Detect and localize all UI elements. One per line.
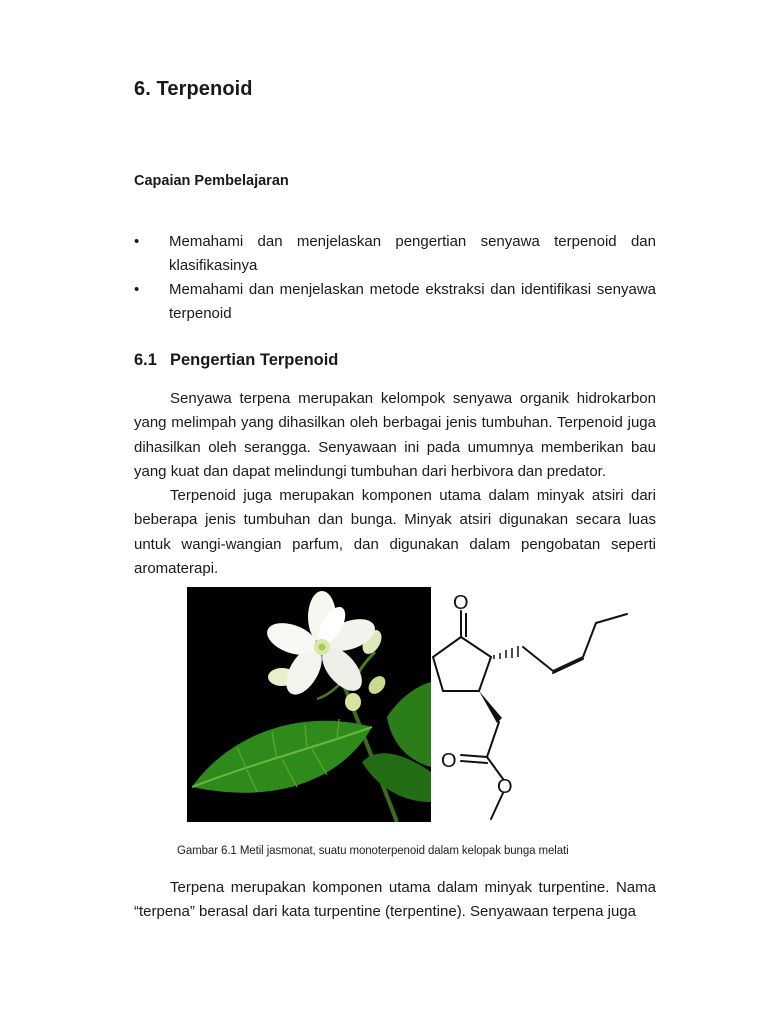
section-title: Pengertian Terpenoid <box>170 351 339 369</box>
ester-oxygen-label: O <box>497 776 513 798</box>
list-item <box>134 278 656 326</box>
ester-carbonyl-oxygen-label: O <box>441 750 457 772</box>
section-number: 6.1 <box>134 351 157 369</box>
chapter-title: 6. Terpenoid <box>134 78 253 100</box>
jasmine-flower-illustration <box>187 587 431 822</box>
learning-objectives-heading: Capaian Pembelajaran <box>134 173 289 189</box>
bullet-marker: • <box>134 233 140 250</box>
body-paragraph: Terpenoid juga merupakan komponen utama dalam minyak atsiri dari beberapa jenis tumbuhan dan bunga. Minyak atsiri digunakan secara luas untuk wangi-wangian parfum, dan digunakan dalam pengobatan seperti aromaterapi. <box>134 487 656 577</box>
ketone-oxygen-label: O <box>453 592 469 614</box>
chemical-structure-diagram <box>431 587 631 822</box>
section-heading <box>134 351 338 370</box>
body-paragraph: Senyawa terpena merupakan kelompok senyawa organik hidrokarbon yang melimpah yang dihasilkan oleh berbagai jenis tumbuhan. Terpenoid juga dihasilkan oleh serangga. Senyawaan ini pada umumnya memberikan bau yang kuat dan dapat melindungi tumbuhan dari herbivora dan predator. <box>134 390 656 480</box>
methyl-jasmonate-structure <box>431 587 631 822</box>
figure-caption: Gambar 6.1 Metil jasmonat, suatu monoterpenoid dalam kelopak bunga melati <box>177 845 569 857</box>
list-item-text: Memahami dan menjelaskan metode ekstraksi dan identifikasi senyawa terpenoid <box>169 281 656 322</box>
bullet-marker: • <box>134 281 140 298</box>
body-paragraph: Terpena merupakan komponen utama dalam minyak turpentine. Nama “terpena” berasal dari kata turpentine (terpentine). Senyawaan terpena juga <box>134 879 656 921</box>
learning-objectives-list <box>134 230 656 326</box>
list-item <box>134 230 656 278</box>
list-item-text: Memahami dan menjelaskan pengertian senyawa terpenoid dan klasifikasinya <box>169 233 656 274</box>
jasmine-flower-photo <box>187 587 431 822</box>
